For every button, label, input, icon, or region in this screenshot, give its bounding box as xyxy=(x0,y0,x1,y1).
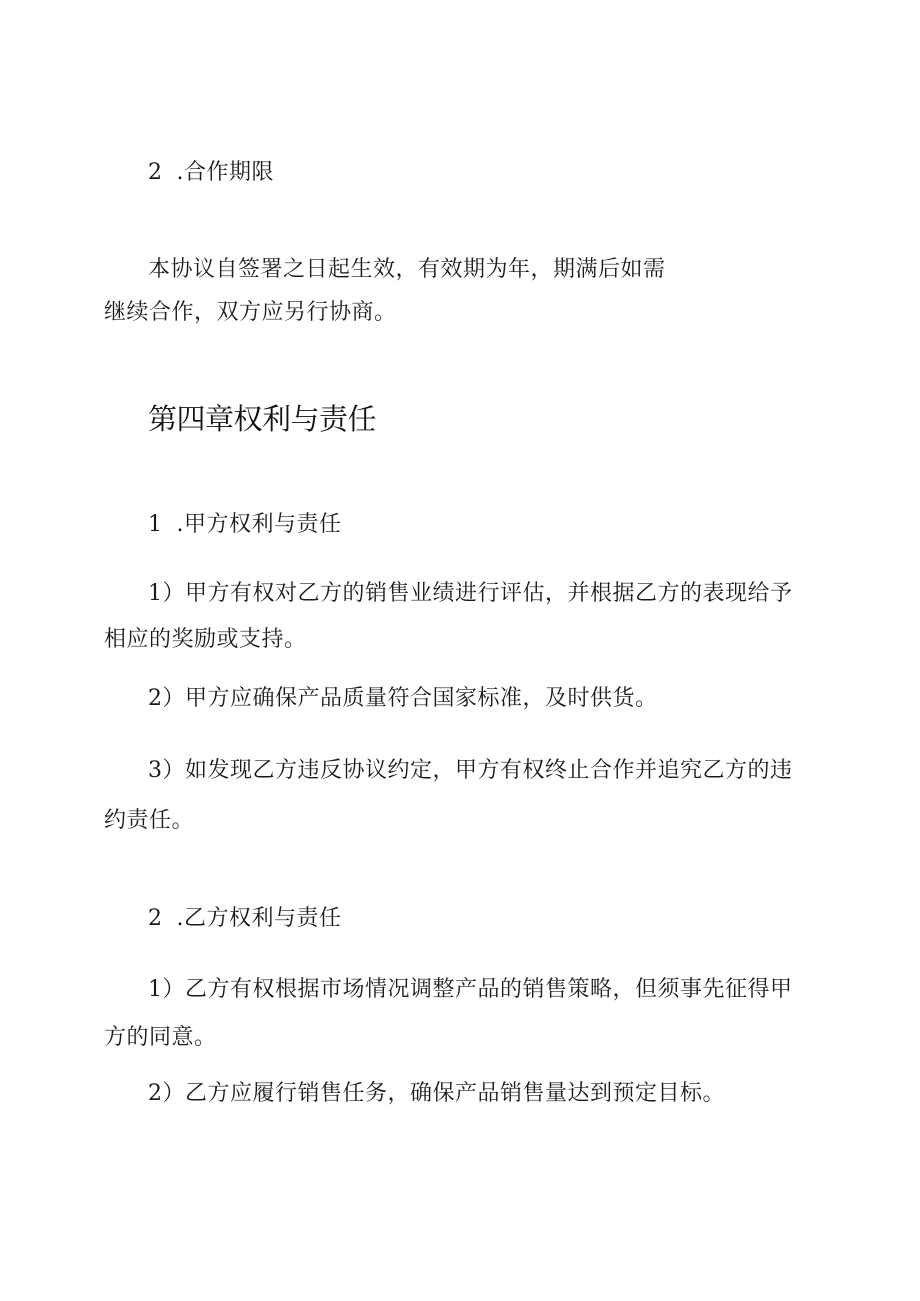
section-2-paragraph-line-1: 本协议自签署之日起生效，有效期为年，期满后如需 xyxy=(148,257,666,282)
party-a-number: 1 xyxy=(148,512,163,537)
party-a-item-3-line-1: 3）如发现乙方违反协议约定，甲方有权终止合作并追究乙方的违 xyxy=(148,758,793,783)
party-a-item-1-line-1: 1）甲方有权对乙方的销售业绩进行评估，并根据乙方的表现给予 xyxy=(148,581,793,606)
party-a-item-3-line-2: 约责任。 xyxy=(104,808,195,833)
party-b-title xyxy=(148,904,342,934)
party-a-title-text: .甲方权利与责任 xyxy=(176,512,342,537)
party-a-item-2: 2）甲方应确保产品质量符合国家标准，及时供货。 xyxy=(148,686,658,711)
party-a-item-1-line-2: 相应的奖励或支持。 xyxy=(104,627,307,652)
section-2-title xyxy=(148,158,274,188)
party-b-item-1-line-1: 1）乙方有权根据市场情况调整产品的销售策略，但须事先征得甲 xyxy=(148,977,793,1002)
party-b-number: 2 xyxy=(148,906,163,931)
party-b-item-1-line-2: 方的同意。 xyxy=(104,1025,217,1050)
party-b-item-2: 2）乙方应履行销售任务，确保产品销售量达到预定目标。 xyxy=(148,1081,725,1106)
section-2-paragraph-line-2: 继续合作，双方应另行协商。 xyxy=(104,300,397,325)
party-a-title xyxy=(148,510,342,540)
party-b-title-text: .乙方权利与责任 xyxy=(176,906,342,931)
section-2-title-text: .合作期限 xyxy=(176,160,274,185)
section-2-number: 2 xyxy=(148,160,163,185)
chapter-4-heading: 第四章权利与责任 xyxy=(148,402,377,436)
